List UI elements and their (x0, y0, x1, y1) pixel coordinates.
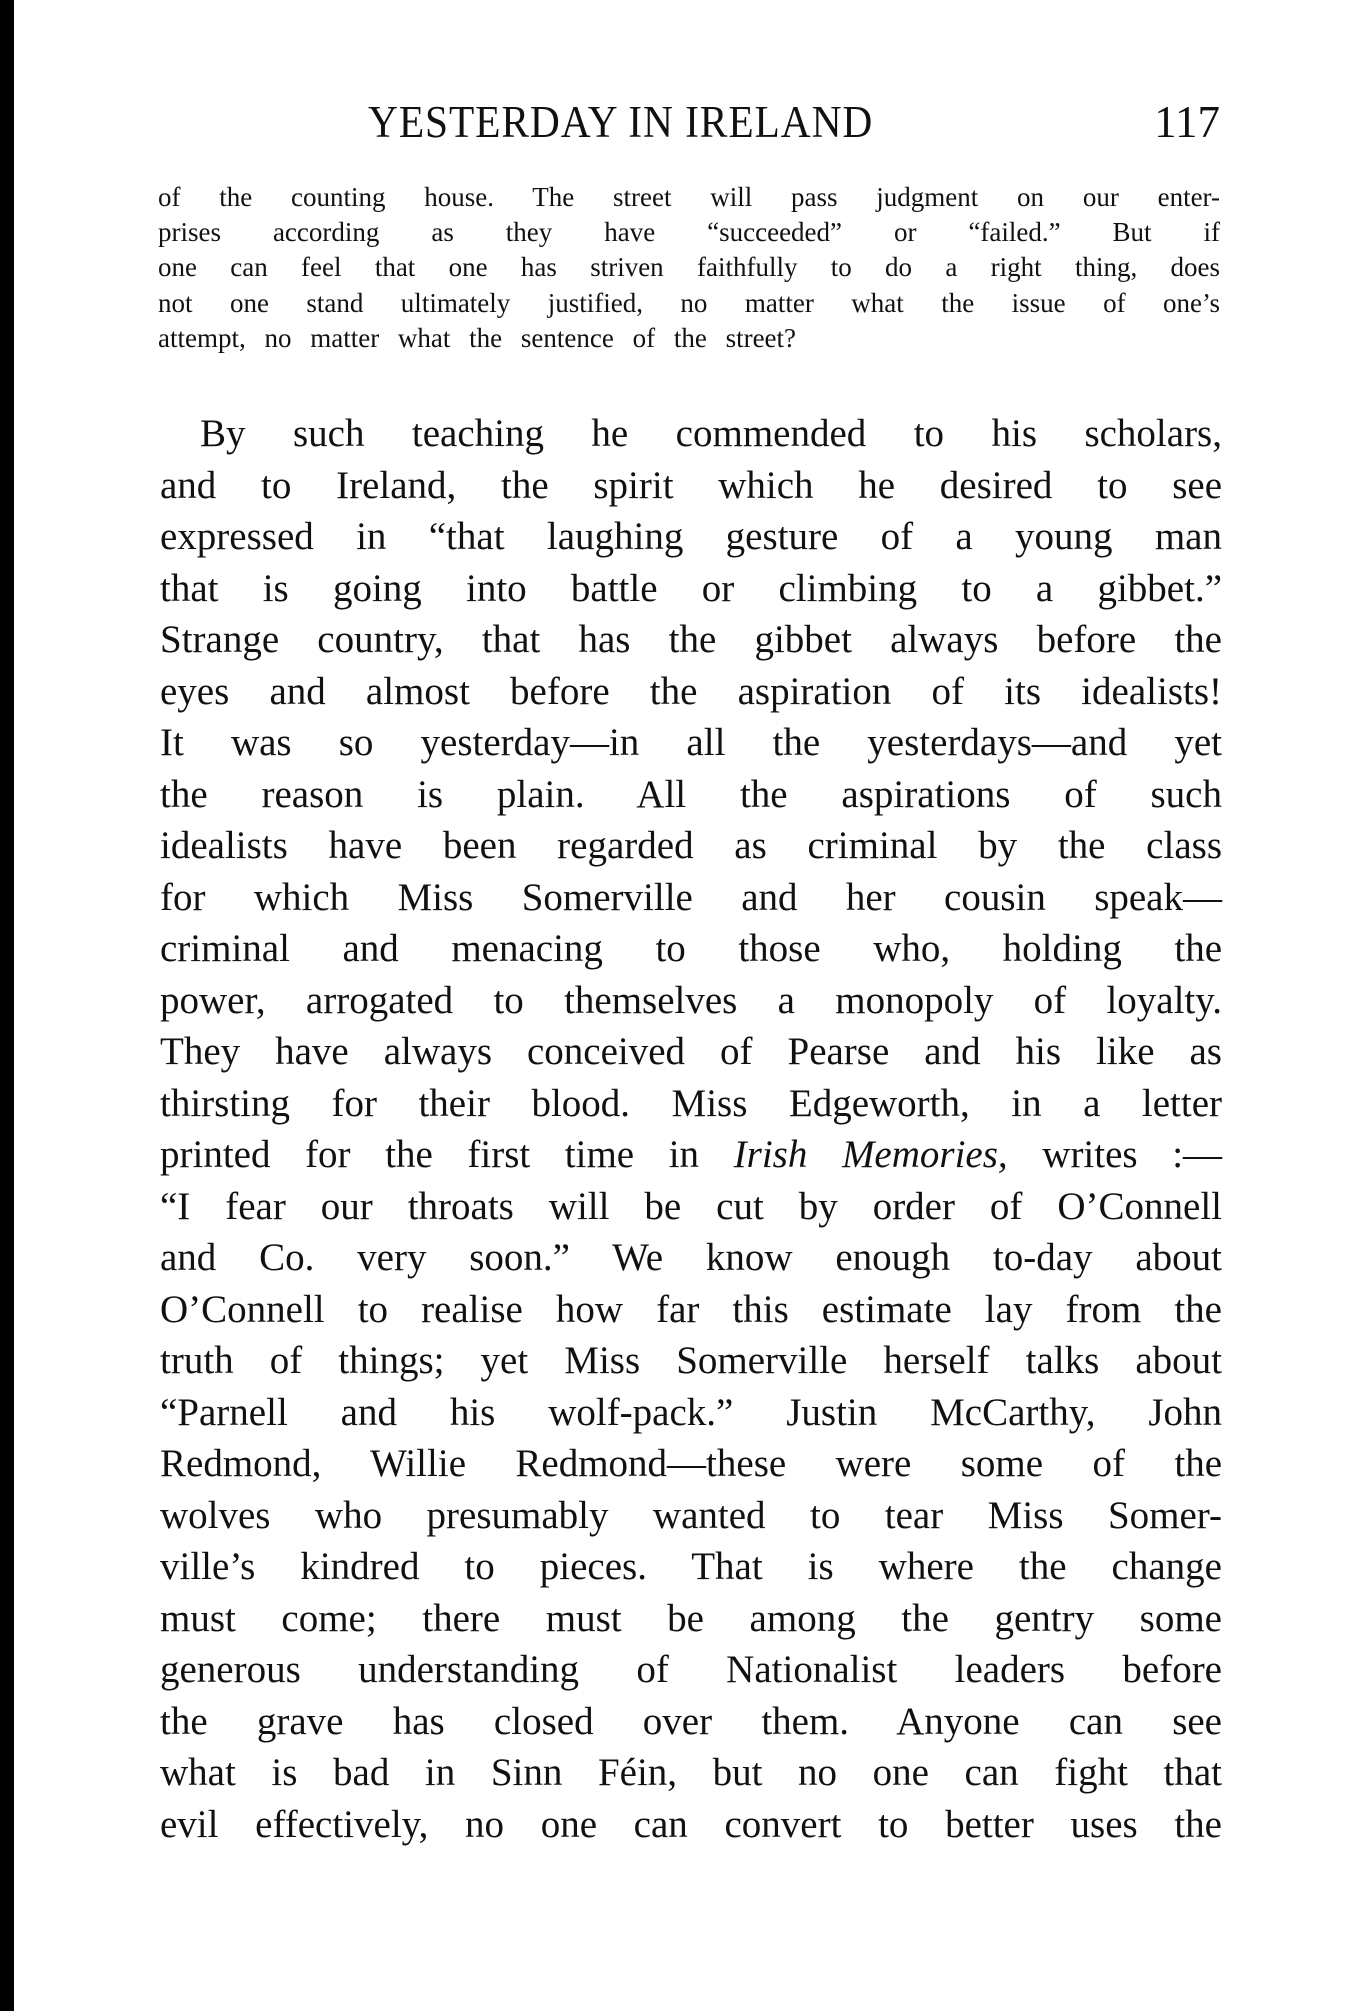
text-line: the grave has closed over them. Anyone can see (160, 1699, 1222, 1743)
text-line: attempt, no matter what the sentence of the street? (158, 322, 797, 353)
running-title: YESTERDAY IN IRELAND (368, 97, 874, 147)
text-line: generous understanding of Nationalist leaders before (160, 1648, 1222, 1691)
text-line: thirsting for their blood. Miss Edgeworth, in a letter (160, 1081, 1222, 1125)
text-line: It was so yesterday—in all the yesterdays—and yet (160, 721, 1222, 764)
text-line: one can feel that one has striven faithfully to do a right thing, does (158, 252, 1220, 283)
text-line: They have always conceived of Pearse and his like as (160, 1030, 1222, 1073)
text-line: By such teaching he commended to his scholars, (200, 412, 1222, 455)
body-text (160, 408, 1222, 1850)
text-line: evil effectively, no one can convert to better uses the (160, 1802, 1222, 1846)
text-line: truth of things; yet Miss Somerville herself talks about (160, 1339, 1222, 1382)
text-line: of the counting house. The street will pass judgment on our enter- (158, 182, 1220, 212)
page-number: 117 (1154, 97, 1220, 147)
text-line: and Co. very soon.” We know enough to-day about (160, 1236, 1222, 1279)
text-line: Redmond, Willie Redmond—these were some of the (160, 1442, 1222, 1485)
text-line: “Parnell and his wolf-pack.” Justin McCarthy, John (160, 1390, 1222, 1434)
text-line: Strange country, that has the gibbet always before the (160, 618, 1222, 661)
text-line: ville’s kindred to pieces. That is where the change (160, 1545, 1222, 1588)
text-line: must come; there must be among the gentry some (160, 1596, 1222, 1640)
book-spine-edge (0, 0, 14, 2011)
page-header (160, 96, 1220, 156)
text-line: eyes and almost before the aspiration of its idealists! (160, 669, 1222, 713)
text-line: “I fear our throats will be cut by order of O’Connell (160, 1184, 1222, 1228)
text-line: prises according as they have “succeeded” or “failed.” But if (158, 217, 1220, 248)
text-line: the reason is plain. All the aspirations of such (160, 772, 1222, 816)
text-line: expressed in “that laughing gesture of a young man (160, 515, 1222, 558)
text-line: what is bad in Sinn Féin, but no one can fight that (160, 1751, 1222, 1794)
text-line: and to Ireland, the spirit which he desired to see (160, 463, 1222, 507)
text-line: criminal and menacing to those who, holding the (160, 927, 1222, 970)
text-line: O’Connell to realise how far this estimate lay from the (160, 1287, 1222, 1331)
text-line: power, arrogated to themselves a monopoly of loyalty. (160, 978, 1222, 1022)
quoted-passage (158, 180, 1220, 356)
text-line: wolves who presumably wanted to tear Miss Somer- (160, 1493, 1222, 1537)
book-title-italic: Irish Memories, (733, 1133, 1008, 1176)
text-line: idealists have been regarded as criminal by the class (160, 824, 1222, 867)
text-line: for which Miss Somerville and her cousin speak— (160, 875, 1222, 919)
text-segment: writes :— (1042, 1133, 1223, 1176)
text-line: not one stand ultimately justified, no matter what the issue of one’s (158, 287, 1220, 318)
text-line (160, 1129, 1222, 1181)
text-segment: printed for the first time in (160, 1133, 700, 1176)
text-line: that is going into battle or climbing to a gibbet.” (160, 566, 1222, 610)
